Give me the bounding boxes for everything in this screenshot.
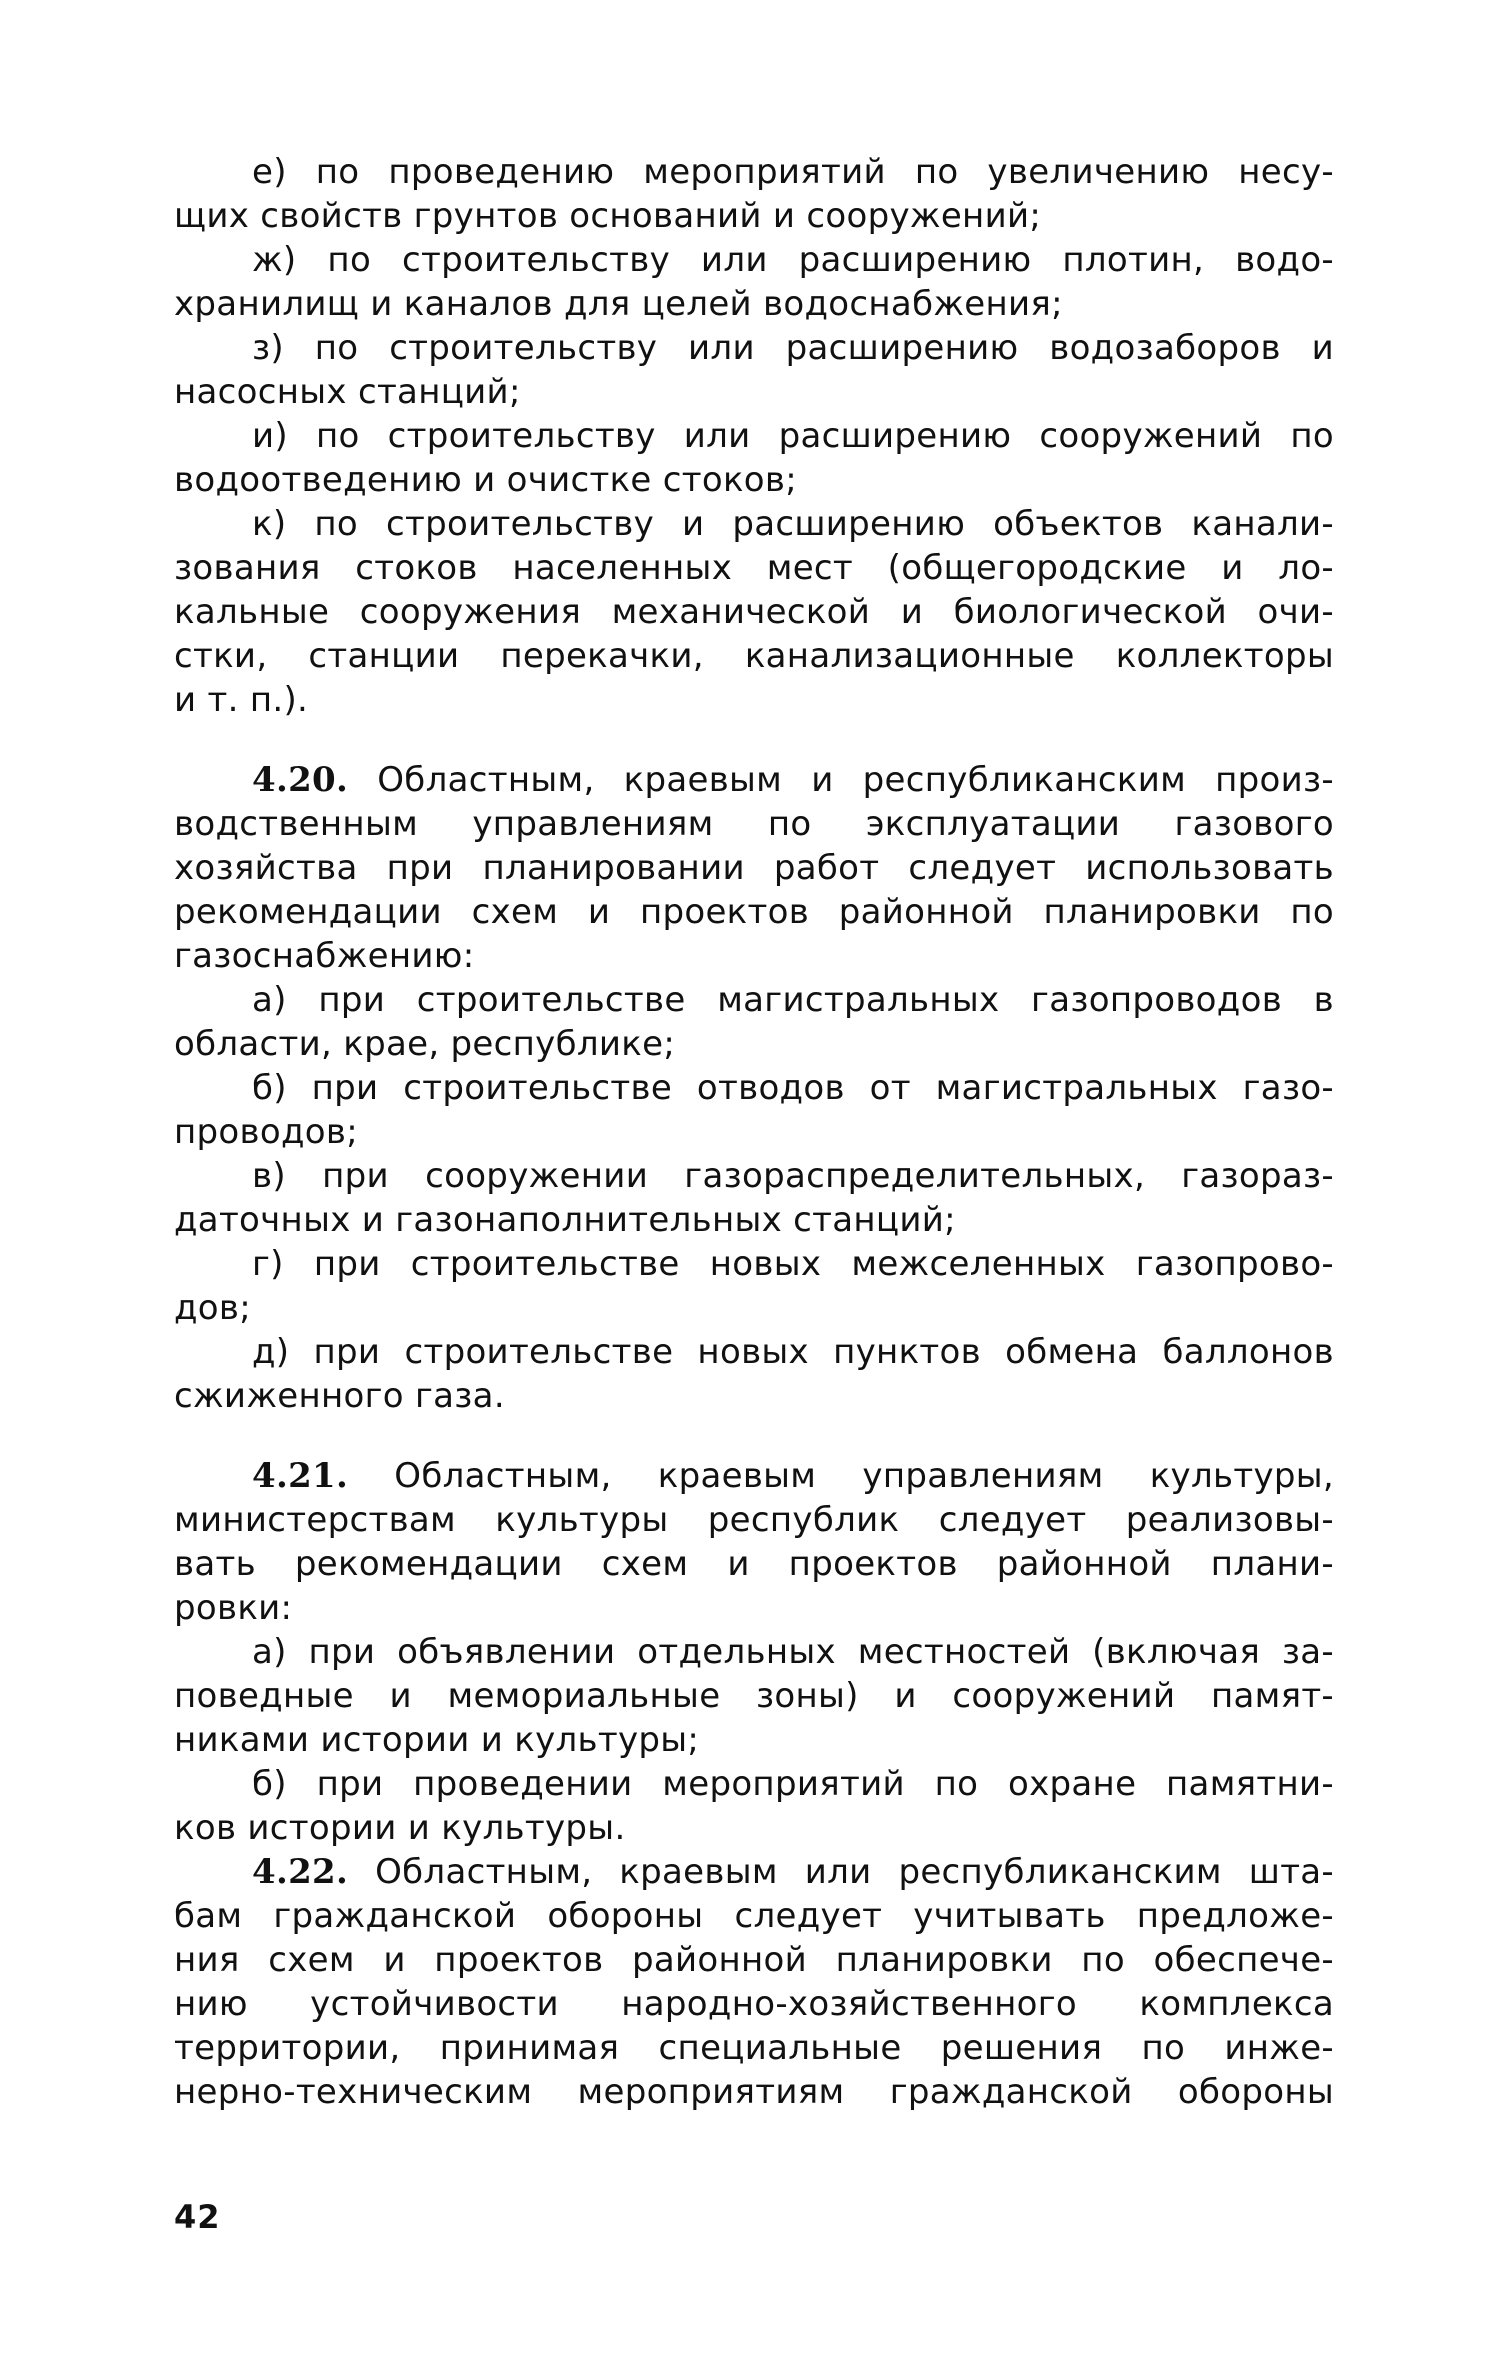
text-line: 4.21. Областным, краевым управлениям культуры, — [252, 1456, 1335, 1496]
section-4-22 — [174, 1850, 1334, 2114]
text-line: е) по проведению мероприятий по увеличению несу- — [252, 152, 1334, 192]
text-line: насосных станций; — [174, 372, 521, 412]
text-line: хозяйства при планировании работ следует использовать — [174, 848, 1334, 888]
text-line: газоснабжению: — [174, 936, 475, 976]
list-block-4-19 — [174, 150, 1334, 722]
text-line: ков истории и культуры. — [174, 1808, 626, 1848]
text-line: кальные сооружения механической и биологической очи- — [174, 592, 1334, 632]
section-4-21 — [174, 1454, 1334, 1850]
text-line: министерствам культуры республик следует реализовы- — [174, 1500, 1334, 1540]
text-line: зования стоков населенных мест (общегородские и ло- — [174, 548, 1334, 588]
text-line: к) по строительству и расширению объектов канали- — [252, 504, 1334, 544]
text-line: 4.22. Областным, краевым или республиканским шта- — [252, 1852, 1334, 1892]
text-line: а) при строительстве магистральных газопроводов в — [252, 980, 1334, 1020]
text-line: даточных и газонаполнительных станций; — [174, 1200, 956, 1240]
text-line: 4.20. Областным, краевым и республиканским произ- — [252, 760, 1335, 800]
text-line: ния схем и проектов районной планировки по обеспече- — [174, 1940, 1334, 1980]
text-line: и) по строительству или расширению сооружений по — [252, 416, 1334, 456]
text-line: водственным управлениям по эксплуатации газового — [174, 804, 1334, 844]
section-number: 4.21. — [252, 1456, 349, 1496]
text-line: проводов; — [174, 1112, 358, 1152]
text-line: территории, принимая специальные решения по инже- — [174, 2028, 1334, 2068]
section-number: 4.20. — [252, 760, 349, 800]
text-line: бам гражданской обороны следует учитывать предложе- — [174, 1896, 1334, 1936]
text-line: г) при строительстве новых межселенных газопрово- — [252, 1244, 1334, 1284]
text-line: щих свойств грунтов оснований и сооружений; — [174, 196, 1042, 236]
text-line: б) при строительстве отводов от магистральных газо- — [252, 1068, 1334, 1108]
text-line: области, крае, республике; — [174, 1024, 676, 1064]
text-line: ровки: — [174, 1588, 293, 1628]
text-line: нию устойчивости народно-хозяйственного комплекса — [174, 1984, 1334, 2024]
page-number: 42 — [174, 2198, 221, 2236]
text-line: нерно-техническим мероприятиям гражданской обороны — [174, 2072, 1334, 2112]
text-line: б) при проведении мероприятий по охране памятни- — [252, 1764, 1334, 1804]
text-line: вать рекомендации схем и проектов районной плани- — [174, 1544, 1334, 1584]
text-line: а) при объявлении отдельных местностей (включая за- — [252, 1632, 1334, 1672]
text-line: сжиженного газа. — [174, 1376, 505, 1416]
text-line: з) по строительству или расширению водозаборов и — [252, 328, 1334, 368]
text-line: поведные и мемориальные зоны) и сооружений памят- — [174, 1676, 1334, 1716]
text-line: рекомендации схем и проектов районной планировки по — [174, 892, 1334, 932]
text-line: ж) по строительству или расширению плотин, водо- — [252, 240, 1334, 280]
text-line: д) при строительстве новых пунктов обмена баллонов — [252, 1332, 1334, 1372]
text-line: дов; — [174, 1288, 252, 1328]
section-number: 4.22. — [252, 1852, 349, 1892]
text-line: хранилищ и каналов для целей водоснабжения; — [174, 284, 1063, 324]
page-body — [174, 150, 1334, 2114]
section-4-20 — [174, 758, 1334, 1418]
text-line: стки, станции перекачки, канализационные коллекторы — [174, 636, 1334, 676]
text-line: и т. п.). — [174, 680, 309, 720]
text-line: никами истории и культуры; — [174, 1720, 700, 1760]
text-line: в) при сооружении газораспределительных, газораз- — [252, 1156, 1334, 1196]
text-line: водоотведению и очистке стоков; — [174, 460, 797, 500]
